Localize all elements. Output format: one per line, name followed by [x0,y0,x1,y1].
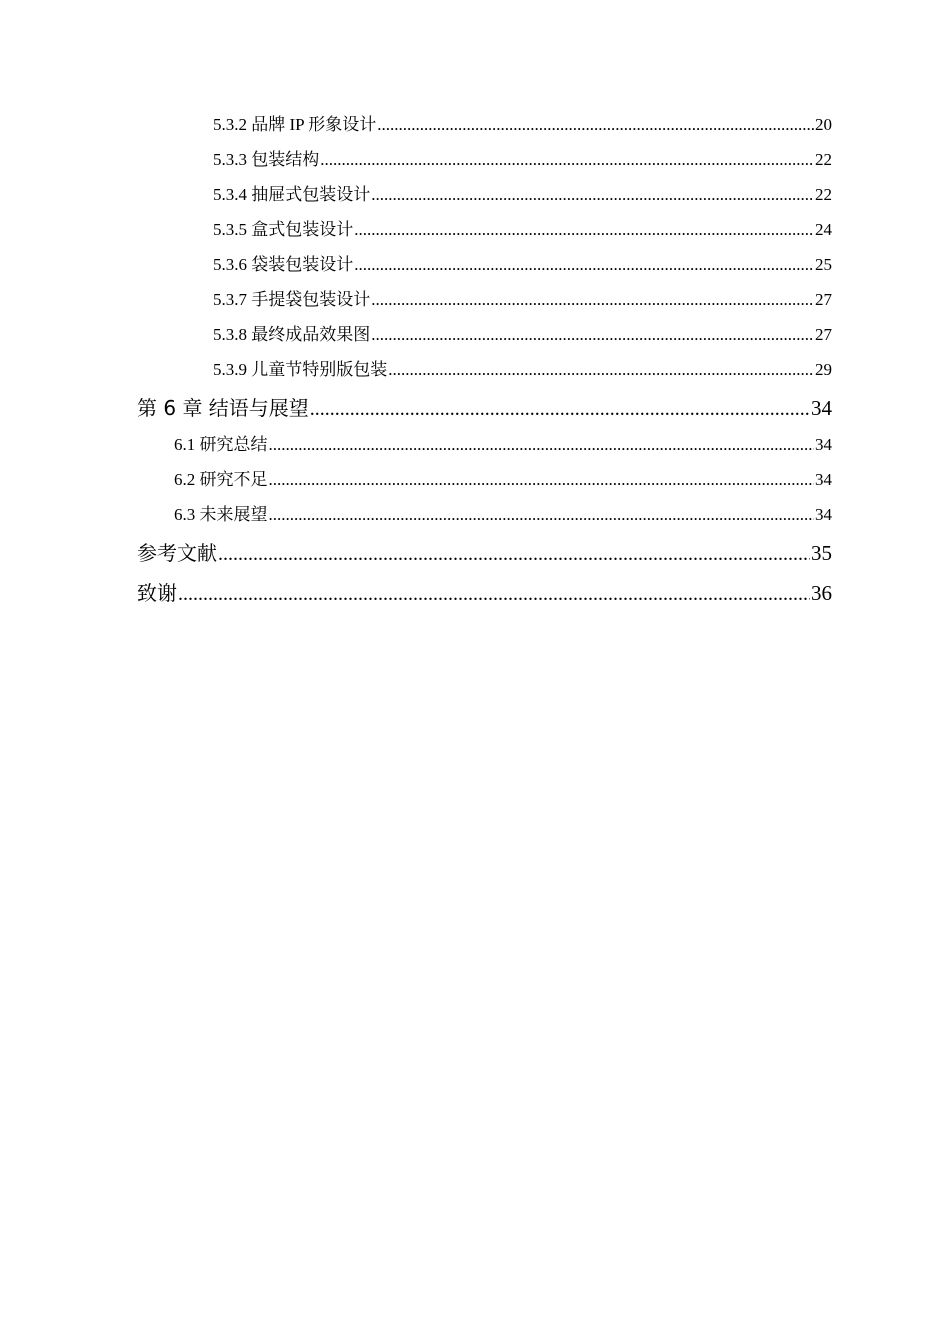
table-of-contents [137,112,832,617]
toc-entry-chapter-6[interactable] [137,392,832,432]
toc-entry-page: 29 [815,360,832,379]
toc-entry-page: 27 [815,290,832,309]
toc-entry-page: 35 [811,541,832,565]
toc-entry-page: 22 [815,185,832,204]
dot-leader [178,578,810,610]
toc-entry-title: 致谢 [137,581,177,605]
toc-entry-6-3[interactable] [137,502,832,537]
toc-entry-title: 5.3.3 包装结构 [213,150,320,169]
toc-entry-title: 5.3.5 盒式包装设计 [213,220,354,239]
toc-entry-5-3-7[interactable] [137,287,832,322]
dot-leader [388,357,814,383]
toc-entry-5-3-4[interactable] [137,182,832,217]
toc-entry-title: 参考文献 [137,541,217,565]
toc-entry-5-3-8[interactable] [137,322,832,357]
dot-leader [320,147,814,173]
toc-entry-title: 6.1 研究总结 [174,435,268,454]
toc-entry-5-3-5[interactable] [137,217,832,252]
toc-entry-6-1[interactable] [137,432,832,467]
toc-entry-acknowledgements[interactable] [137,577,832,617]
toc-entry-6-2[interactable] [137,467,832,502]
toc-entry-page: 36 [811,581,832,605]
dot-leader [371,322,814,348]
dot-leader [269,502,815,528]
toc-entry-title: 6.3 未来展望 [174,505,268,524]
toc-entry-title: 6.2 研究不足 [174,470,268,489]
dot-leader [269,432,815,458]
toc-entry-page: 22 [815,150,832,169]
toc-entry-page: 25 [815,255,832,274]
toc-entry-5-3-6[interactable] [137,252,832,287]
dot-leader [354,217,814,243]
toc-entry-5-3-3[interactable] [137,147,832,182]
toc-entry-title: 5.3.4 抽屉式包装设计 [213,185,371,204]
toc-entry-title: 5.3.8 最终成品效果图 [213,325,371,344]
toc-entry-page: 24 [815,220,832,239]
toc-entry-page: 34 [811,396,832,420]
dot-leader [269,467,815,493]
toc-entry-page: 20 [815,115,832,134]
toc-entry-page: 34 [815,505,832,524]
toc-entry-5-3-9[interactable] [137,357,832,392]
toc-entry-title: 第 6 章 结语与展望 [137,396,309,420]
toc-entry-page: 34 [815,470,832,489]
dot-leader [371,287,814,313]
toc-entry-title: 5.3.9 儿童节特别版包装 [213,360,388,379]
toc-entry-references[interactable] [137,537,832,577]
toc-entry-page: 27 [815,325,832,344]
dot-leader [310,393,810,425]
toc-entry-5-3-2[interactable] [137,112,832,147]
toc-entry-page: 34 [815,435,832,454]
dot-leader [371,182,814,208]
toc-entry-title: 5.3.6 袋装包装设计 [213,255,354,274]
dot-leader [218,538,810,570]
toc-entry-title: 5.3.2 品牌 IP 形象设计 [213,115,377,134]
dot-leader [354,252,814,278]
toc-entry-title: 5.3.7 手提袋包装设计 [213,290,371,309]
dot-leader [377,112,814,138]
